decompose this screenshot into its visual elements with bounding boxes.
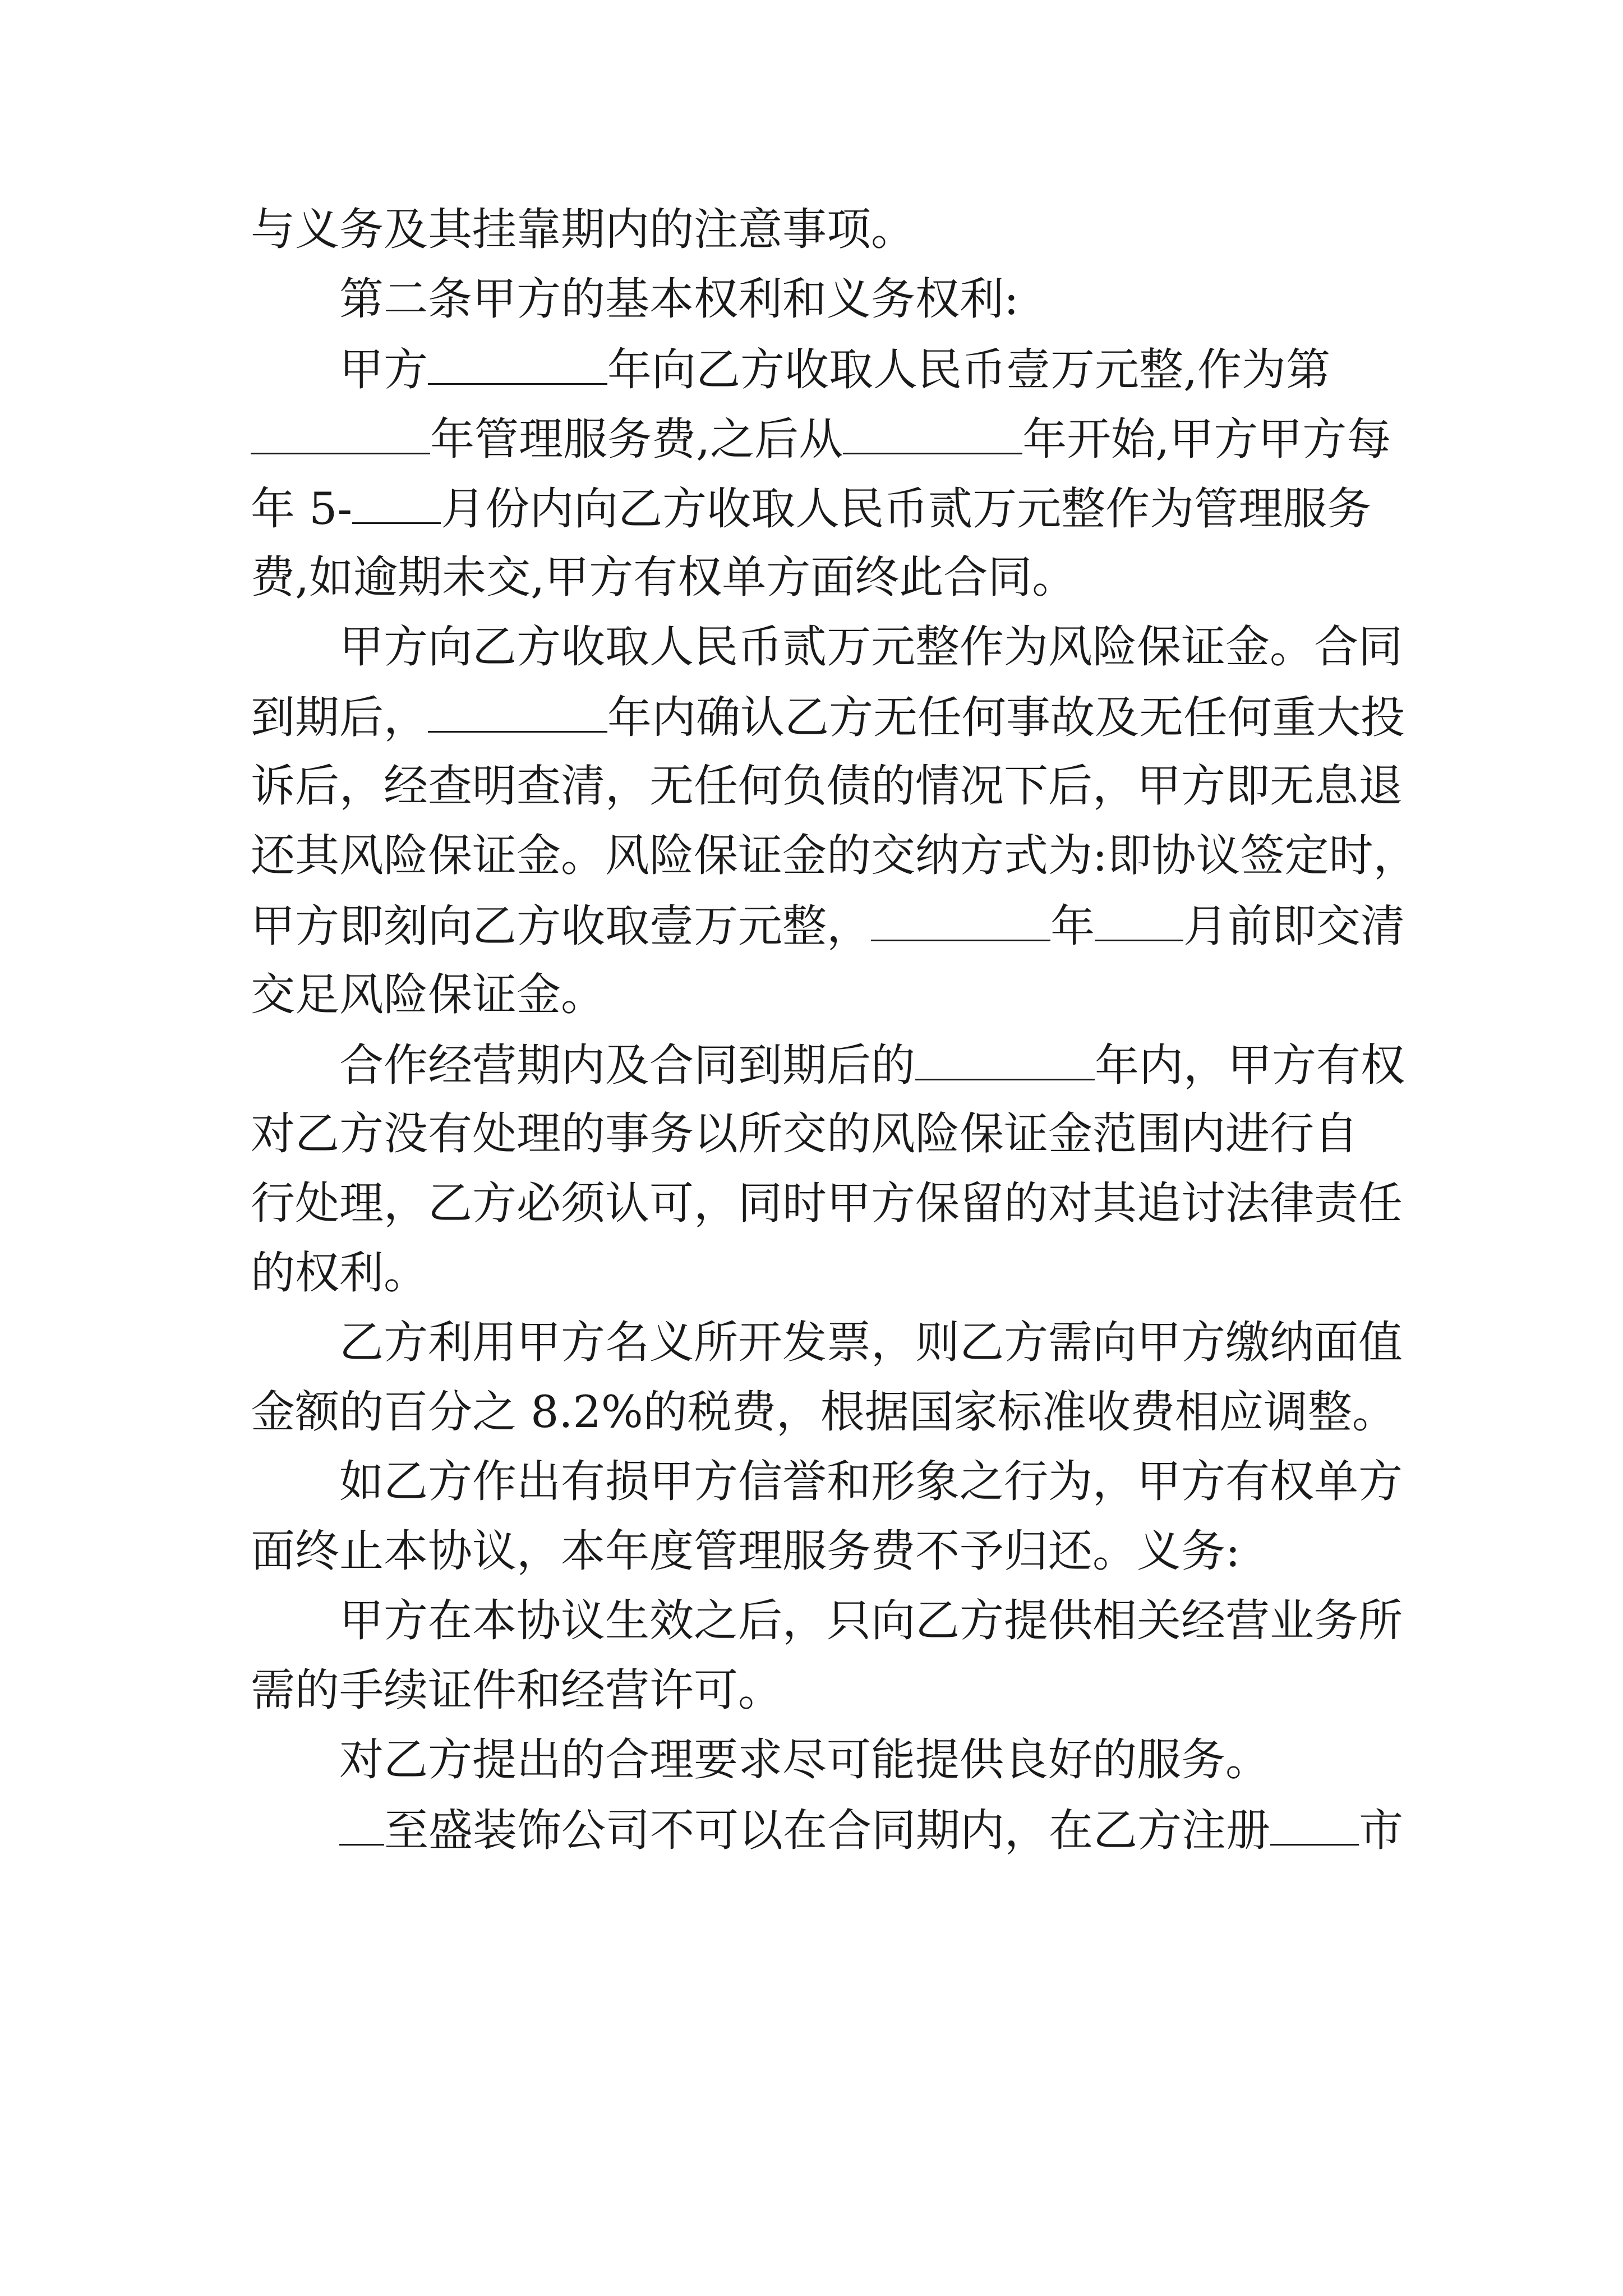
fill-blank <box>428 689 607 733</box>
line-text: 甲方在本协议生效之后，只向乙方提供相关经营业务所 <box>339 1595 1403 1646</box>
line-text: 甲方向乙方收取人民币贰万元整作为风险保证金。合同 <box>339 621 1403 673</box>
line-text: 年开始,甲方甲方每 <box>1022 413 1391 466</box>
line-text: 年向乙方收取人民币壹万元整,作为第 <box>607 344 1331 396</box>
text-line <box>251 967 1384 1037</box>
text-line <box>251 1176 1403 1245</box>
text-line <box>251 1384 1396 1454</box>
text-line <box>251 341 1384 411</box>
line-text: 甲方 <box>339 344 428 396</box>
text-line <box>251 411 1391 480</box>
fill-blank <box>428 341 607 385</box>
text-line <box>251 1732 1384 1802</box>
line-text: 月份内向乙方收取人民币贰万元整作为管理服务 <box>441 483 1372 535</box>
text-line <box>251 550 1384 619</box>
line-text: 还其风险保证金。风险保证金的交纳方式为:即协议签定时， <box>251 830 1418 881</box>
line-text: 至盛装饰公司不可以在合同期内，在乙方注册 <box>384 1805 1270 1857</box>
text-line <box>251 1037 1405 1106</box>
text-line <box>251 1663 1384 1732</box>
text-line <box>251 1593 1403 1663</box>
contract-text <box>251 202 1418 1871</box>
fill-blank <box>251 411 430 454</box>
line-text: 年 <box>1050 900 1095 953</box>
text-line <box>251 758 1403 828</box>
fill-blank <box>843 411 1022 454</box>
text-line <box>251 1524 1384 1593</box>
line-text: 对乙方没有处理的事务以所交的风险保证金范围内进行自 <box>251 1108 1358 1159</box>
line-text: 年 5- <box>251 483 353 535</box>
fill-blank <box>915 1037 1095 1080</box>
text-line <box>251 828 1418 898</box>
line-text: 如乙方作出有损甲方信誉和形象之行为，甲方有权单方 <box>339 1456 1403 1507</box>
fill-blank <box>1095 898 1183 941</box>
fill-blank <box>339 1802 384 1846</box>
text-line <box>251 1245 1384 1315</box>
line-text: 年内确认乙方无任何事故及无任何重大投 <box>607 692 1405 744</box>
text-line <box>251 689 1405 758</box>
line-text: 甲方即刻向乙方收取壹万元整， <box>251 900 871 953</box>
line-text: 年管理服务费,之后从 <box>430 413 843 466</box>
line-text: 需的手续证件和经营许可。 <box>251 1664 782 1716</box>
line-text: 金额的百分之 8.2%的税费，根据国家标准收费相应调整。 <box>251 1386 1396 1438</box>
line-text: 乙方利用甲方名义所开发票，则乙方需向甲方缴纳面值 <box>339 1317 1403 1368</box>
fill-blank <box>352 480 441 524</box>
line-text: 月前即交清 <box>1183 900 1405 953</box>
line-text: 交足风险保证金。 <box>251 969 605 1020</box>
line-text: 行处理，乙方必须认可，同时甲方保留的对其追讨法律责任 <box>251 1177 1403 1229</box>
line-text: 与义务及其挂靠期内的注意事项。 <box>251 204 915 255</box>
fill-blank <box>1270 1802 1359 1846</box>
line-text: 诉后，经查明查清，无任何负债的情况下后，甲方即无息退 <box>251 760 1403 812</box>
line-text: 第二条甲方的基本权利和义务权利: <box>339 273 1019 325</box>
line-text: 市 <box>1359 1805 1403 1857</box>
text-line <box>251 202 1384 272</box>
line-text: 对乙方提出的合理要求尽可能提供良好的服务。 <box>339 1734 1270 1786</box>
line-text: 合作经营期内及合同到期后的 <box>339 1039 915 1092</box>
line-text: 面终止本协议，本年度管理服务费不予归还。义务: <box>251 1525 1241 1577</box>
line-text: 到期后， <box>251 692 428 744</box>
text-line <box>251 480 1384 550</box>
line-text: 年内，甲方有权 <box>1095 1039 1405 1092</box>
line-text: 费,如逾期未交,甲方有权单方面终此合同。 <box>251 551 1077 603</box>
fill-blank <box>871 898 1050 941</box>
text-line <box>251 1802 1403 1871</box>
text-line <box>251 619 1403 689</box>
text-line <box>251 1106 1384 1176</box>
text-line <box>251 898 1405 967</box>
text-line <box>251 1454 1403 1524</box>
text-line <box>251 272 1384 341</box>
text-line <box>251 1315 1403 1384</box>
line-text: 的权利。 <box>251 1247 428 1299</box>
